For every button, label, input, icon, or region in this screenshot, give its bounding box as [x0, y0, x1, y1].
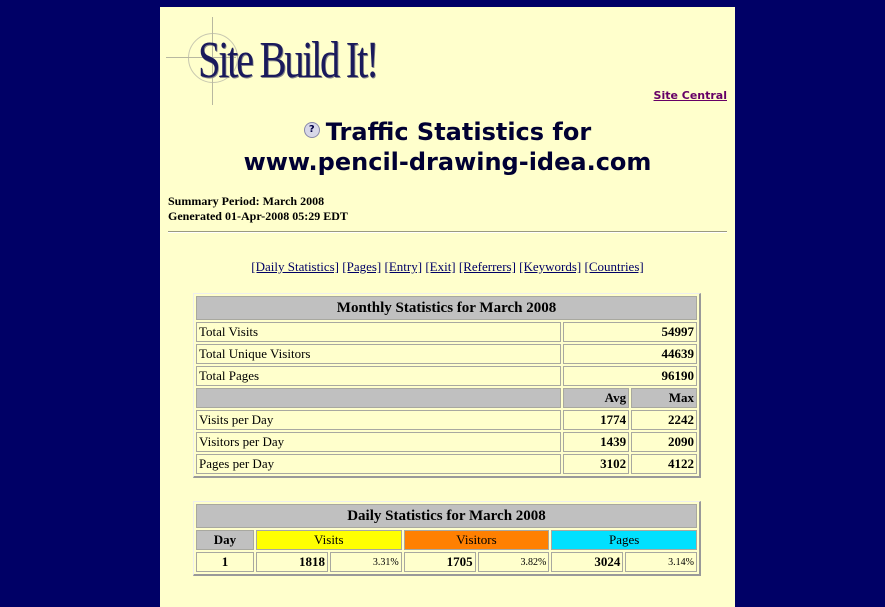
row-label: Visits per Day [196, 410, 561, 430]
title-line1: Traffic Statistics for [325, 118, 592, 146]
row-label: Total Pages [196, 366, 561, 386]
avg-max-header-row [196, 388, 697, 408]
table-row [196, 322, 697, 342]
row-max: 2242 [631, 410, 697, 430]
nav-pages[interactable]: [Pages] [342, 259, 382, 274]
nav-keywords[interactable]: [Keywords] [519, 259, 582, 274]
cell-visitors-pct: 3.82% [478, 552, 550, 572]
daily-header-row [196, 530, 697, 550]
page-title [160, 117, 735, 177]
nav-countries[interactable]: [Countries] [584, 259, 644, 274]
cell-day: 1 [196, 552, 254, 572]
row-value: 54997 [563, 322, 697, 342]
nav-daily-statistics[interactable]: [Daily Statistics] [251, 259, 340, 274]
row-max: 2090 [631, 432, 697, 452]
row-label: Visitors per Day [196, 432, 561, 452]
monthly-title: Monthly Statistics for March 2008 [196, 296, 697, 320]
table-row [196, 432, 697, 452]
table-row [196, 454, 697, 474]
table-row [196, 410, 697, 430]
help-icon[interactable]: ? [304, 122, 320, 138]
cell-visits-pct: 3.31% [330, 552, 402, 572]
daily-title: Daily Statistics for March 2008 [196, 504, 697, 528]
row-avg: 1439 [563, 432, 629, 452]
title-line2: www.pencil-drawing-idea.com [243, 148, 652, 176]
monthly-statistics-table [193, 293, 701, 478]
logo-text: Site Build It! [198, 32, 378, 89]
cell-visitors: 1705 [404, 552, 476, 572]
table-row [196, 344, 697, 364]
row-label: Total Unique Visitors [196, 344, 561, 364]
row-avg: 3102 [563, 454, 629, 474]
row-max: 4122 [631, 454, 697, 474]
blank-header-cell [196, 388, 561, 408]
cell-pages-pct: 3.14% [625, 552, 697, 572]
site-central-link[interactable]: Site Central [653, 89, 727, 102]
table-row [196, 366, 697, 386]
cell-visits: 1818 [256, 552, 328, 572]
avg-header: Avg [563, 388, 629, 408]
nav-referrers[interactable]: [Referrers] [458, 259, 516, 274]
cell-pages: 3024 [551, 552, 623, 572]
col-day: Day [196, 530, 254, 550]
summary-period: Summary Period: March 2008 [168, 194, 325, 208]
col-visitors: Visitors [404, 530, 550, 550]
summary-generated: Generated 01-Apr-2008 05:29 EDT [168, 209, 348, 223]
row-value: 44639 [563, 344, 697, 364]
divider [168, 231, 727, 233]
row-label: Pages per Day [196, 454, 561, 474]
summary-block [168, 194, 348, 224]
report-page [160, 7, 735, 607]
row-label: Total Visits [196, 322, 561, 342]
stats-nav [160, 259, 735, 275]
daily-statistics-table [193, 501, 701, 576]
row-value: 96190 [563, 366, 697, 386]
col-visits: Visits [256, 530, 402, 550]
nav-entry[interactable]: [Entry] [384, 259, 423, 274]
row-avg: 1774 [563, 410, 629, 430]
max-header: Max [631, 388, 697, 408]
col-pages: Pages [551, 530, 697, 550]
site-build-it-logo[interactable] [166, 13, 406, 103]
table-row [196, 552, 697, 572]
nav-exit[interactable]: [Exit] [425, 259, 456, 274]
